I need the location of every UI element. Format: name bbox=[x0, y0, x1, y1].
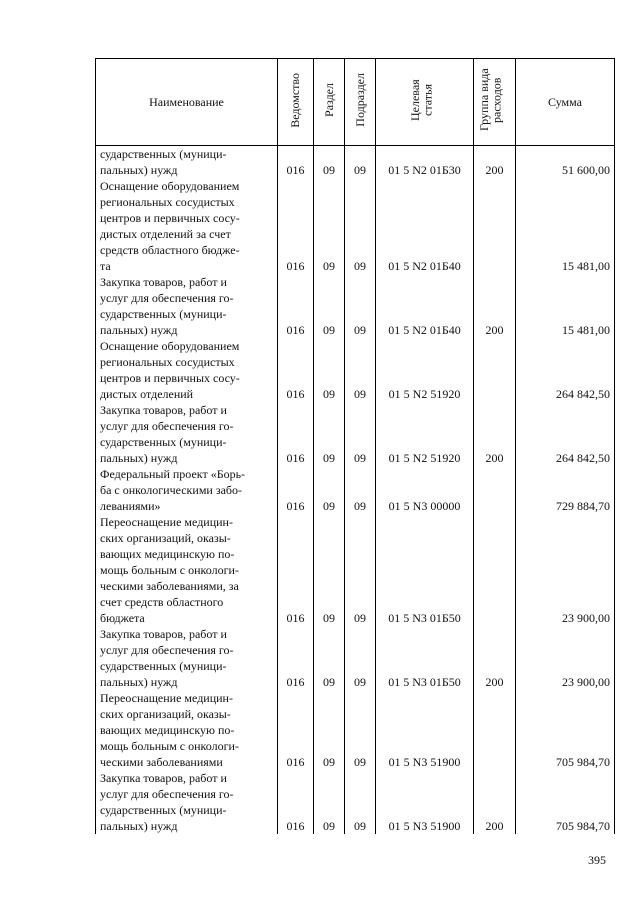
row-dept-cell: 016 bbox=[278, 274, 314, 338]
row-name-cell: Оснащение оборудованием региональных сосудистых центров и первичных сосу- дистых отделений bbox=[96, 338, 278, 402]
row-dept-cell: 016 bbox=[278, 770, 314, 834]
row-sum-cell: 51 600,00 bbox=[516, 146, 615, 179]
row-subsection-cell: 09 bbox=[345, 770, 376, 834]
row-subsection-cell: 09 bbox=[345, 178, 376, 274]
row-exp-group-cell bbox=[474, 338, 516, 402]
row-target-cell: 01 5 N3 00000 bbox=[376, 466, 474, 514]
row-section-cell: 09 bbox=[314, 690, 345, 770]
header-subsection: Подраздел bbox=[345, 59, 376, 146]
row-section-cell: 09 bbox=[314, 178, 345, 274]
row-subsection-cell: 09 bbox=[345, 514, 376, 626]
row-sum-cell: 23 900,00 bbox=[516, 626, 615, 690]
row-target-cell: 01 5 N2 51920 bbox=[376, 402, 474, 466]
row-section-cell: 09 bbox=[314, 338, 345, 402]
row-name-cell: Оснащение оборудованием региональных сосудистых центров и первичных сосу- дистых отделений за счет средств областного бюдже- та bbox=[96, 178, 278, 274]
row-dept-cell: 016 bbox=[278, 514, 314, 626]
table-row bbox=[96, 626, 615, 690]
row-target-cell: 01 5 N2 01Б30 bbox=[376, 146, 474, 179]
row-subsection-cell: 09 bbox=[345, 146, 376, 179]
row-name-cell: Закупка товаров, работ и услуг для обеспечения го- сударственных (муници- пальных) нужд bbox=[96, 770, 278, 834]
row-subsection-cell: 09 bbox=[345, 466, 376, 514]
row-exp-group-cell bbox=[474, 514, 516, 626]
row-subsection-cell: 09 bbox=[345, 402, 376, 466]
row-sum-cell: 23 900,00 bbox=[516, 514, 615, 626]
page-number: 395 bbox=[588, 853, 606, 867]
row-exp-group-cell bbox=[474, 466, 516, 514]
row-target-cell: 01 5 N3 01Б50 bbox=[376, 626, 474, 690]
row-subsection-cell: 09 bbox=[345, 274, 376, 338]
row-name-cell: Закупка товаров, работ и услуг для обеспечения го- сударственных (муници- пальных) нужд bbox=[96, 274, 278, 338]
row-sum-cell: 15 481,00 bbox=[516, 274, 615, 338]
row-sum-cell: 15 481,00 bbox=[516, 178, 615, 274]
row-exp-group-cell bbox=[474, 178, 516, 274]
table-row bbox=[96, 514, 615, 626]
table-row bbox=[96, 178, 615, 274]
table-row bbox=[96, 690, 615, 770]
table-row bbox=[96, 146, 615, 179]
row-sum-cell: 264 842,50 bbox=[516, 338, 615, 402]
table-row bbox=[96, 274, 615, 338]
row-sum-cell: 705 984,70 bbox=[516, 770, 615, 834]
table-row bbox=[96, 402, 615, 466]
row-subsection-cell: 09 bbox=[345, 338, 376, 402]
row-section-cell: 09 bbox=[314, 514, 345, 626]
header-section: Раздел bbox=[314, 59, 345, 146]
row-dept-cell: 016 bbox=[278, 338, 314, 402]
header-name: Наименование bbox=[96, 59, 278, 146]
row-dept-cell: 016 bbox=[278, 626, 314, 690]
row-target-cell: 01 5 N3 51900 bbox=[376, 690, 474, 770]
row-name-cell: Закупка товаров, работ и услуг для обеспечения го- сударственных (муници- пальных) нужд bbox=[96, 402, 278, 466]
header-sum: Сумма bbox=[516, 59, 615, 146]
row-target-cell: 01 5 N3 01Б50 bbox=[376, 514, 474, 626]
table-row bbox=[96, 338, 615, 402]
row-section-cell: 09 bbox=[314, 146, 345, 179]
row-exp-group-cell: 200 bbox=[474, 274, 516, 338]
row-target-cell: 01 5 N3 51900 bbox=[376, 770, 474, 834]
row-dept-cell: 016 bbox=[278, 690, 314, 770]
header-exp-group: Группа вида расходов bbox=[474, 59, 516, 146]
row-name-cell: сударственных (муници- пальных) нужд bbox=[96, 146, 278, 179]
row-target-cell: 01 5 N2 51920 bbox=[376, 338, 474, 402]
row-exp-group-cell bbox=[474, 690, 516, 770]
row-sum-cell: 729 884,70 bbox=[516, 466, 615, 514]
row-exp-group-cell: 200 bbox=[474, 146, 516, 179]
row-section-cell: 09 bbox=[314, 402, 345, 466]
row-sum-cell: 705 984,70 bbox=[516, 690, 615, 770]
row-dept-cell: 016 bbox=[278, 466, 314, 514]
row-subsection-cell: 09 bbox=[345, 690, 376, 770]
row-sum-cell: 264 842,50 bbox=[516, 402, 615, 466]
row-subsection-cell: 09 bbox=[345, 626, 376, 690]
row-dept-cell: 016 bbox=[278, 178, 314, 274]
row-section-cell: 09 bbox=[314, 466, 345, 514]
row-section-cell: 09 bbox=[314, 626, 345, 690]
row-section-cell: 09 bbox=[314, 770, 345, 834]
table-row bbox=[96, 770, 615, 834]
header-dept: Ведомство bbox=[278, 59, 314, 146]
table-row bbox=[96, 466, 615, 514]
row-target-cell: 01 5 N2 01Б40 bbox=[376, 274, 474, 338]
header-target: Целевая статья bbox=[376, 59, 474, 146]
budget-table bbox=[95, 58, 615, 834]
row-name-cell: Переоснащение медицин- ских организаций, оказы- вающих медицинскую по- мощь больным с онкологи- ческими заболеваниями, за счет средств областного бюджета bbox=[96, 514, 278, 626]
row-dept-cell: 016 bbox=[278, 402, 314, 466]
row-name-cell: Закупка товаров, работ и услуг для обеспечения го- сударственных (муници- пальных) нужд bbox=[96, 626, 278, 690]
header-row bbox=[96, 59, 615, 146]
row-exp-group-cell: 200 bbox=[474, 402, 516, 466]
row-target-cell: 01 5 N2 01Б40 bbox=[376, 178, 474, 274]
row-name-cell: Федеральный проект «Борь- ба с онкологическими забо- леваниями» bbox=[96, 466, 278, 514]
row-name-cell: Переоснащение медицин- ских организаций, оказы- вающих медицинскую по- мощь больным с онкологи- ческими заболеваниями bbox=[96, 690, 278, 770]
row-exp-group-cell: 200 bbox=[474, 626, 516, 690]
row-section-cell: 09 bbox=[314, 274, 345, 338]
row-exp-group-cell: 200 bbox=[474, 770, 516, 834]
row-dept-cell: 016 bbox=[278, 146, 314, 179]
